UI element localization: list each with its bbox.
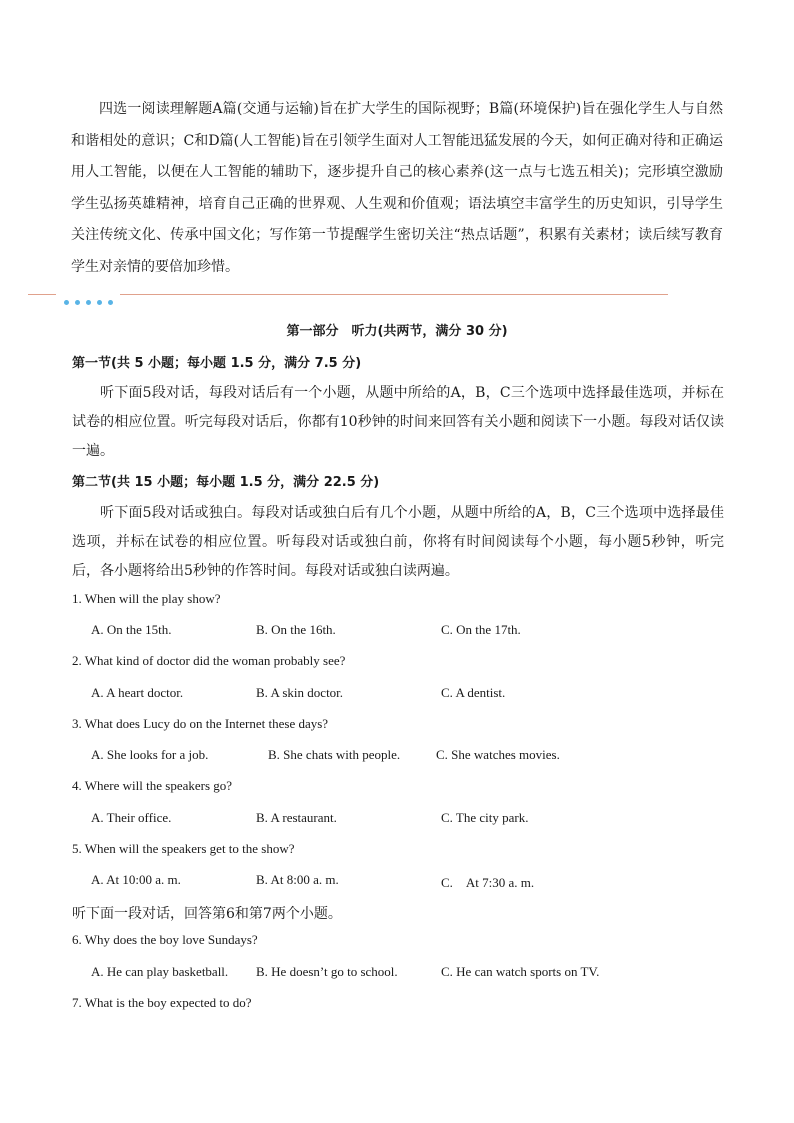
- q6-option-c[interactable]: C. He can watch sports on TV.: [441, 964, 600, 979]
- section2-instructions: 听下面5段对话或独白。每段对话或独白后有几个小题，从题中所给的A，B，C三个选项中选择最佳选项，并标在试卷的相应位置。听每段对话或独白前，你将有时间阅读每个小题，每小题5秒钟，听完后，各小题将给出5秒钟的作答时间。每段对话或独白读两遍。: [72, 505, 724, 579]
- q5-option-b[interactable]: B. At 8:00 a. m.: [256, 872, 339, 887]
- q1-option-b[interactable]: B. On the 16th.: [256, 622, 336, 637]
- section2-title: 第二节(共 15 小题；每小题 1.5 分，满分 22.5 分): [72, 475, 380, 490]
- q5-option-a[interactable]: A. At 10:00 a. m.: [91, 872, 181, 887]
- q2-option-b[interactable]: B. A skin doctor.: [256, 685, 344, 700]
- q6-option-b[interactable]: B. He doesn’t go to school.: [256, 964, 398, 979]
- q4-option-b[interactable]: B. A restaurant.: [256, 810, 337, 825]
- q3-option-b[interactable]: B. She chats with people.: [268, 747, 401, 762]
- intro-paragraph: 四选一阅读理解题A篇(交通与运输)旨在扩大学生的国际视野；B篇(环境保护)旨在强化学生人与自然和谐相处的意识；C和D篇(人工智能)旨在引领学生面对人工智能迅猛发展的今天，如何正确对待和正确运用人工智能，以便在人工智能的辅助下，逐步提升自己的核心素养(这一点与七选五相关)；完形填空激励学生弘扬英雄精神，培育自己正确的世界观、人生观和价值观；语法填空丰富学生的历史知识，引导学生关注传统文化、传承中国文化；写作第一节提醒学生密切关注“热点话题”，积累有关素材；读后续写教育学生对亲情的要倍加珍惜。: [71, 101, 723, 275]
- group-note: 听下面一段对话，回答第6和第7两个小题。: [72, 906, 342, 922]
- q2-option-c[interactable]: C. A dentist.: [441, 685, 506, 700]
- q2-option-a[interactable]: A. A heart doctor.: [91, 685, 184, 700]
- q1-option-c[interactable]: C. On the 17th.: [441, 622, 521, 637]
- question-5: 5. When will the speakers get to the show?: [72, 841, 295, 856]
- q4-option-c[interactable]: C. The city park.: [441, 810, 529, 825]
- q6-option-a[interactable]: A. He can play basketball.: [91, 964, 229, 979]
- part-title: 第一部分 听力(共两节，满分 30 分): [286, 324, 508, 339]
- q5-option-c[interactable]: C. At 7:30 a. m.: [441, 875, 535, 890]
- section-divider: [28, 288, 668, 300]
- question-6: 6. Why does the boy love Sundays?: [72, 932, 258, 947]
- question-3: 3. What does Lucy do on the Internet these days?: [72, 716, 329, 731]
- question-4: 4. Where will the speakers go?: [72, 778, 233, 793]
- section1-title: 第一节(共 5 小题；每小题 1.5 分，满分 7.5 分): [72, 356, 362, 371]
- q1-option-a[interactable]: A. On the 15th.: [91, 622, 172, 637]
- q4-option-a[interactable]: A. Their office.: [91, 810, 172, 825]
- section1-instructions: 听下面5段对话，每段对话后有一个小题，从题中所给的A，B，C三个选项中选择最佳选项，并标在试卷的相应位置。听完每段对话后，你都有10秒钟的时间来回答有关小题和阅读下一小题。每段对话仅读一遍。: [72, 385, 724, 459]
- q3-option-a[interactable]: A. She looks for a job.: [91, 747, 209, 762]
- q3-option-c[interactable]: C. She watches movies.: [436, 747, 560, 762]
- question-7: 7. What is the boy expected to do?: [72, 995, 252, 1010]
- question-1: 1. When will the play show?: [72, 591, 221, 606]
- question-2: 2. What kind of doctor did the woman probably see?: [72, 653, 346, 668]
